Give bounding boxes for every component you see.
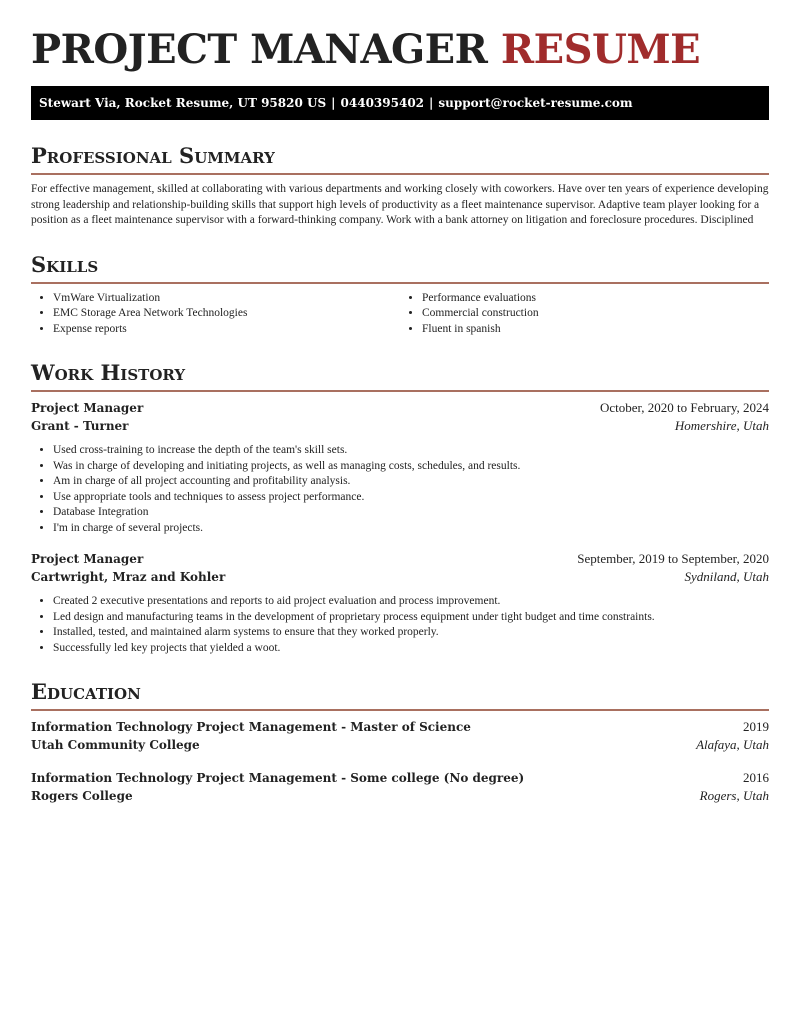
section-heading-summary: Professional Summary <box>31 143 275 168</box>
job-title-row <box>31 399 769 417</box>
job-duties-list <box>31 594 769 656</box>
skill-item: • Commercial construction <box>422 306 769 322</box>
job-dates: October, 2020 to February, 2024 <box>599 400 769 415</box>
job-duty: • Database Integration <box>53 505 769 521</box>
skills-column-right <box>400 291 769 338</box>
summary-section <box>31 142 769 229</box>
job-dates: September, 2019 to September, 2020 <box>577 551 769 566</box>
education-year: 2019 <box>743 719 769 734</box>
skills-column-left <box>31 291 400 338</box>
job-location: Homershire, Utah <box>674 418 769 433</box>
job-title: Project Manager <box>31 552 144 566</box>
section-divider <box>31 173 769 175</box>
education-degree: Information Technology Project Management - Some college (No degree) <box>31 771 525 785</box>
education-entry <box>31 769 769 805</box>
section-divider <box>31 709 769 711</box>
skill-item: • Fluent in spanish <box>422 322 769 338</box>
job-entry <box>31 550 769 656</box>
contact-separator: | <box>429 96 434 110</box>
job-duty: • Used cross-training to increase the depth of the team's skill sets. <box>53 443 769 459</box>
section-divider <box>31 390 769 392</box>
job-duty: • Led design and manufacturing teams in the development of proprietary process equipment under tight budget and time constraints. <box>53 610 769 626</box>
education-section <box>31 678 769 805</box>
job-company: Grant - Turner <box>31 419 129 433</box>
section-heading-education: Education <box>31 679 141 704</box>
skills-list-right <box>400 291 769 338</box>
skill-item: • Performance evaluations <box>422 291 769 307</box>
skill-item: • Expense reports <box>53 322 400 338</box>
job-company: Cartwright, Mraz and Kohler <box>31 570 226 584</box>
education-year: 2016 <box>743 770 769 785</box>
skill-item: • EMC Storage Area Network Technologies <box>53 306 400 322</box>
job-duties-list <box>31 443 769 536</box>
skills-section <box>31 251 769 338</box>
contact-separator: | <box>331 96 336 110</box>
section-heading-work-history: Work History <box>31 360 186 385</box>
contact-bar <box>31 86 769 120</box>
title-accent: RESUME <box>500 26 701 73</box>
summary-text: For effective management, skilled at collaborating with various departments and working closely with coworkers. Have over ten years of experience developing strong leadership and relationship-building skills that support high levels of productivity as a fleet maintenance supervisor. Adaptive team player looking for a position as a fleet maintenance supervisor with a forward-thinking company. Work with a bank attorney on litigation and foreclosure procedures. Disciplined <box>31 183 769 226</box>
skills-columns <box>31 291 769 338</box>
title-main: PROJECT MANAGER <box>31 26 488 73</box>
job-duty: • Use appropriate tools and techniques to assess project performance. <box>53 490 769 506</box>
skills-list-left <box>31 291 400 338</box>
job-company-row <box>31 568 769 586</box>
education-school-row <box>31 736 769 754</box>
resume-title <box>31 26 769 74</box>
job-title-row <box>31 550 769 568</box>
contact-phone: 0440395402 <box>340 96 425 110</box>
job-entry <box>31 399 769 536</box>
job-duty: • Am in charge of all project accounting and profitability analysis. <box>53 474 769 490</box>
contact-email: support@rocket-resume.com <box>438 96 633 110</box>
job-duty: • Was in charge of developing and initiating projects, as well as managing costs, schedules, and results. <box>53 459 769 475</box>
job-duty: • Successfully led key projects that yielded a woot. <box>53 641 769 657</box>
job-company-row <box>31 417 769 435</box>
work-history-section <box>31 359 769 656</box>
education-school: Rogers College <box>31 789 133 803</box>
section-heading-skills: Skills <box>31 251 99 277</box>
education-entry <box>31 718 769 754</box>
education-school-row <box>31 787 769 805</box>
education-location: Rogers, Utah <box>699 788 769 803</box>
education-degree-row <box>31 769 769 787</box>
skill-item: • VmWare Virtualization <box>53 291 400 307</box>
education-degree: Information Technology Project Management - Master of Science <box>31 720 471 734</box>
job-duty: • Created 2 executive presentations and reports to aid project evaluation and process improvement. <box>53 594 769 610</box>
job-title: Project Manager <box>31 401 144 415</box>
job-location: Sydniland, Utah <box>684 569 769 584</box>
section-divider <box>31 282 769 284</box>
education-location: Alafaya, Utah <box>696 737 769 752</box>
education-school: Utah Community College <box>31 738 200 752</box>
job-duty: • Installed, tested, and maintained alarm systems to ensure that they worked properly. <box>53 625 769 641</box>
job-duty: • I'm in charge of several projects. <box>53 521 769 537</box>
education-degree-row <box>31 718 769 736</box>
contact-address: Stewart Via, Rocket Resume, UT 95820 US <box>39 96 327 110</box>
